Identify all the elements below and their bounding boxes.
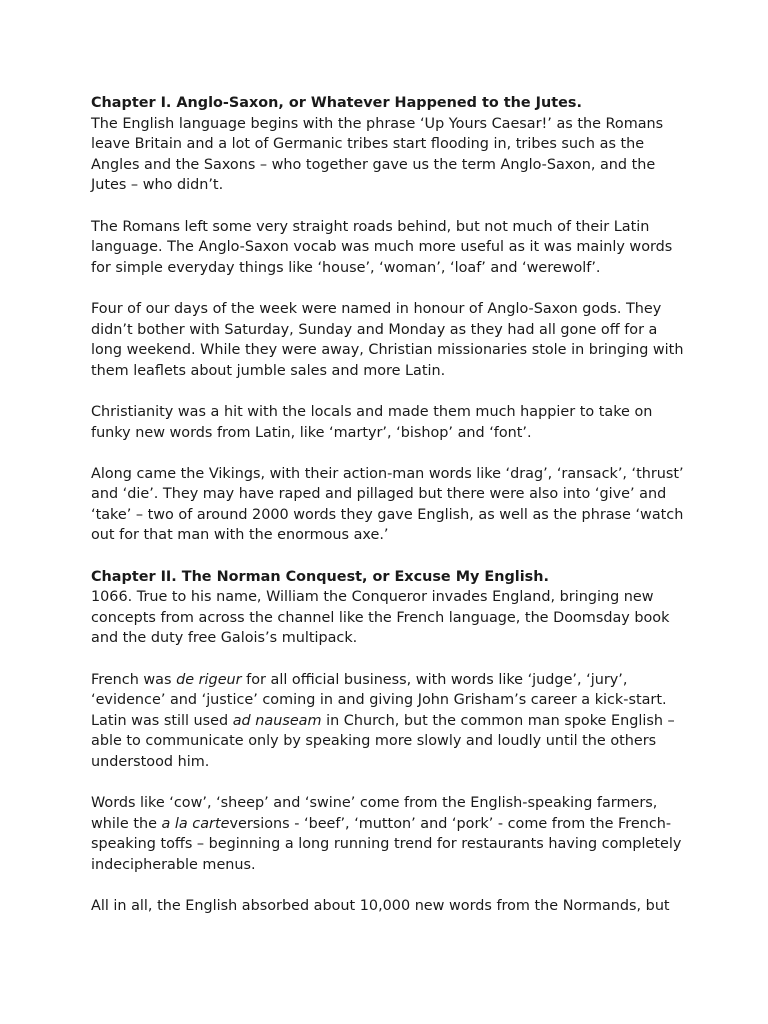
chapter-1-paragraph-5: Along came the Vikings, with their action-man words like ‘drag’, ‘ransack’, ‘thrust’ and ‘die’. They may have raped and pillaged but there were also into ‘give’ and ‘take’ – two of around 2000 words they gave English, as well as the phrase ‘watch out for that man with the enormous axe.’	[91, 465, 684, 544]
text-run: for all official business, with words like ‘judge’, ‘jury’, ‘evidence’ and ‘justice’ coming in and giving John Grisham’s career a kick-start. Latin was still used	[91, 671, 667, 729]
chapter-2-paragraph-3	[91, 793, 691, 875]
chapter-2-heading: Chapter II. The Norman Conquest, or Excuse My English.	[91, 568, 549, 585]
text-run: Words like ‘cow’, ‘sheep’ and ‘swine’ come from the English-speaking farmers, while the	[91, 795, 658, 832]
chapter-1-heading: Chapter I. Anglo-Saxon, or Whatever Happened to the Jutes.	[91, 95, 582, 111]
text-run: French was	[91, 671, 177, 688]
italic-phrase: de rigeur	[176, 671, 242, 688]
text-run: versions - ‘beef’, ‘mutton’ and ‘pork’ - come from the French-speaking toffs – beginning a long running trend for restaurants having completely indecipherable menus.	[91, 815, 682, 873]
text-run: in Church, but the common man spoke English – able to communicate only by speaking more slowly and loudly until the others understood him.	[91, 712, 675, 770]
chapter-2-paragraph-4: All in all, the English absorbed about 10,000 new words from the Normands, but	[91, 898, 670, 915]
chapter-2-section	[91, 567, 691, 649]
document-page	[91, 93, 691, 937]
chapter-1-paragraph-2: The Romans left some very straight roads behind, but not much of their Latin language. The Anglo-Saxon vocab was much more useful as it was mainly words for simple everyday things like ‘house’, ‘woman’, ‘loaf’ and ‘werewolf’.	[91, 218, 673, 276]
chapter-2-paragraph-2	[91, 670, 691, 773]
chapter-1-paragraph-3: Four of our days of the week were named in honour of Anglo-Saxon gods. They didn’t bother with Saturday, Sunday and Monday as they had all gone off for a long weekend. While they were away, Christian missionaries stole in bringing with them leaflets about jumble sales and more Latin.	[91, 300, 684, 379]
italic-phrase: ad nauseam	[232, 712, 322, 729]
italic-phrase: a la carte	[161, 815, 230, 832]
chapter-1-paragraph-1: The English language begins with the phrase ‘Up Yours Caesar!’ as the Romans leave Britain and a lot of Germanic tribes start flooding in, tribes such as the Angles and the Saxons – who together gave us the term Anglo-Saxon, and the Jutes – who didn’t.	[91, 115, 664, 194]
chapter-2-paragraph-1: 1066. True to his name, William the Conqueror invades England, bringing new concepts from across the channel like the French language, the Doomsday book and the duty free Galois’s multipack.	[91, 589, 670, 647]
chapter-1-section	[91, 93, 691, 196]
chapter-1-paragraph-4: Christianity was a hit with the locals and made them much happier to take on funky new words from Latin, like ‘martyr’, ‘bishop’ and ‘font’.	[91, 403, 653, 441]
